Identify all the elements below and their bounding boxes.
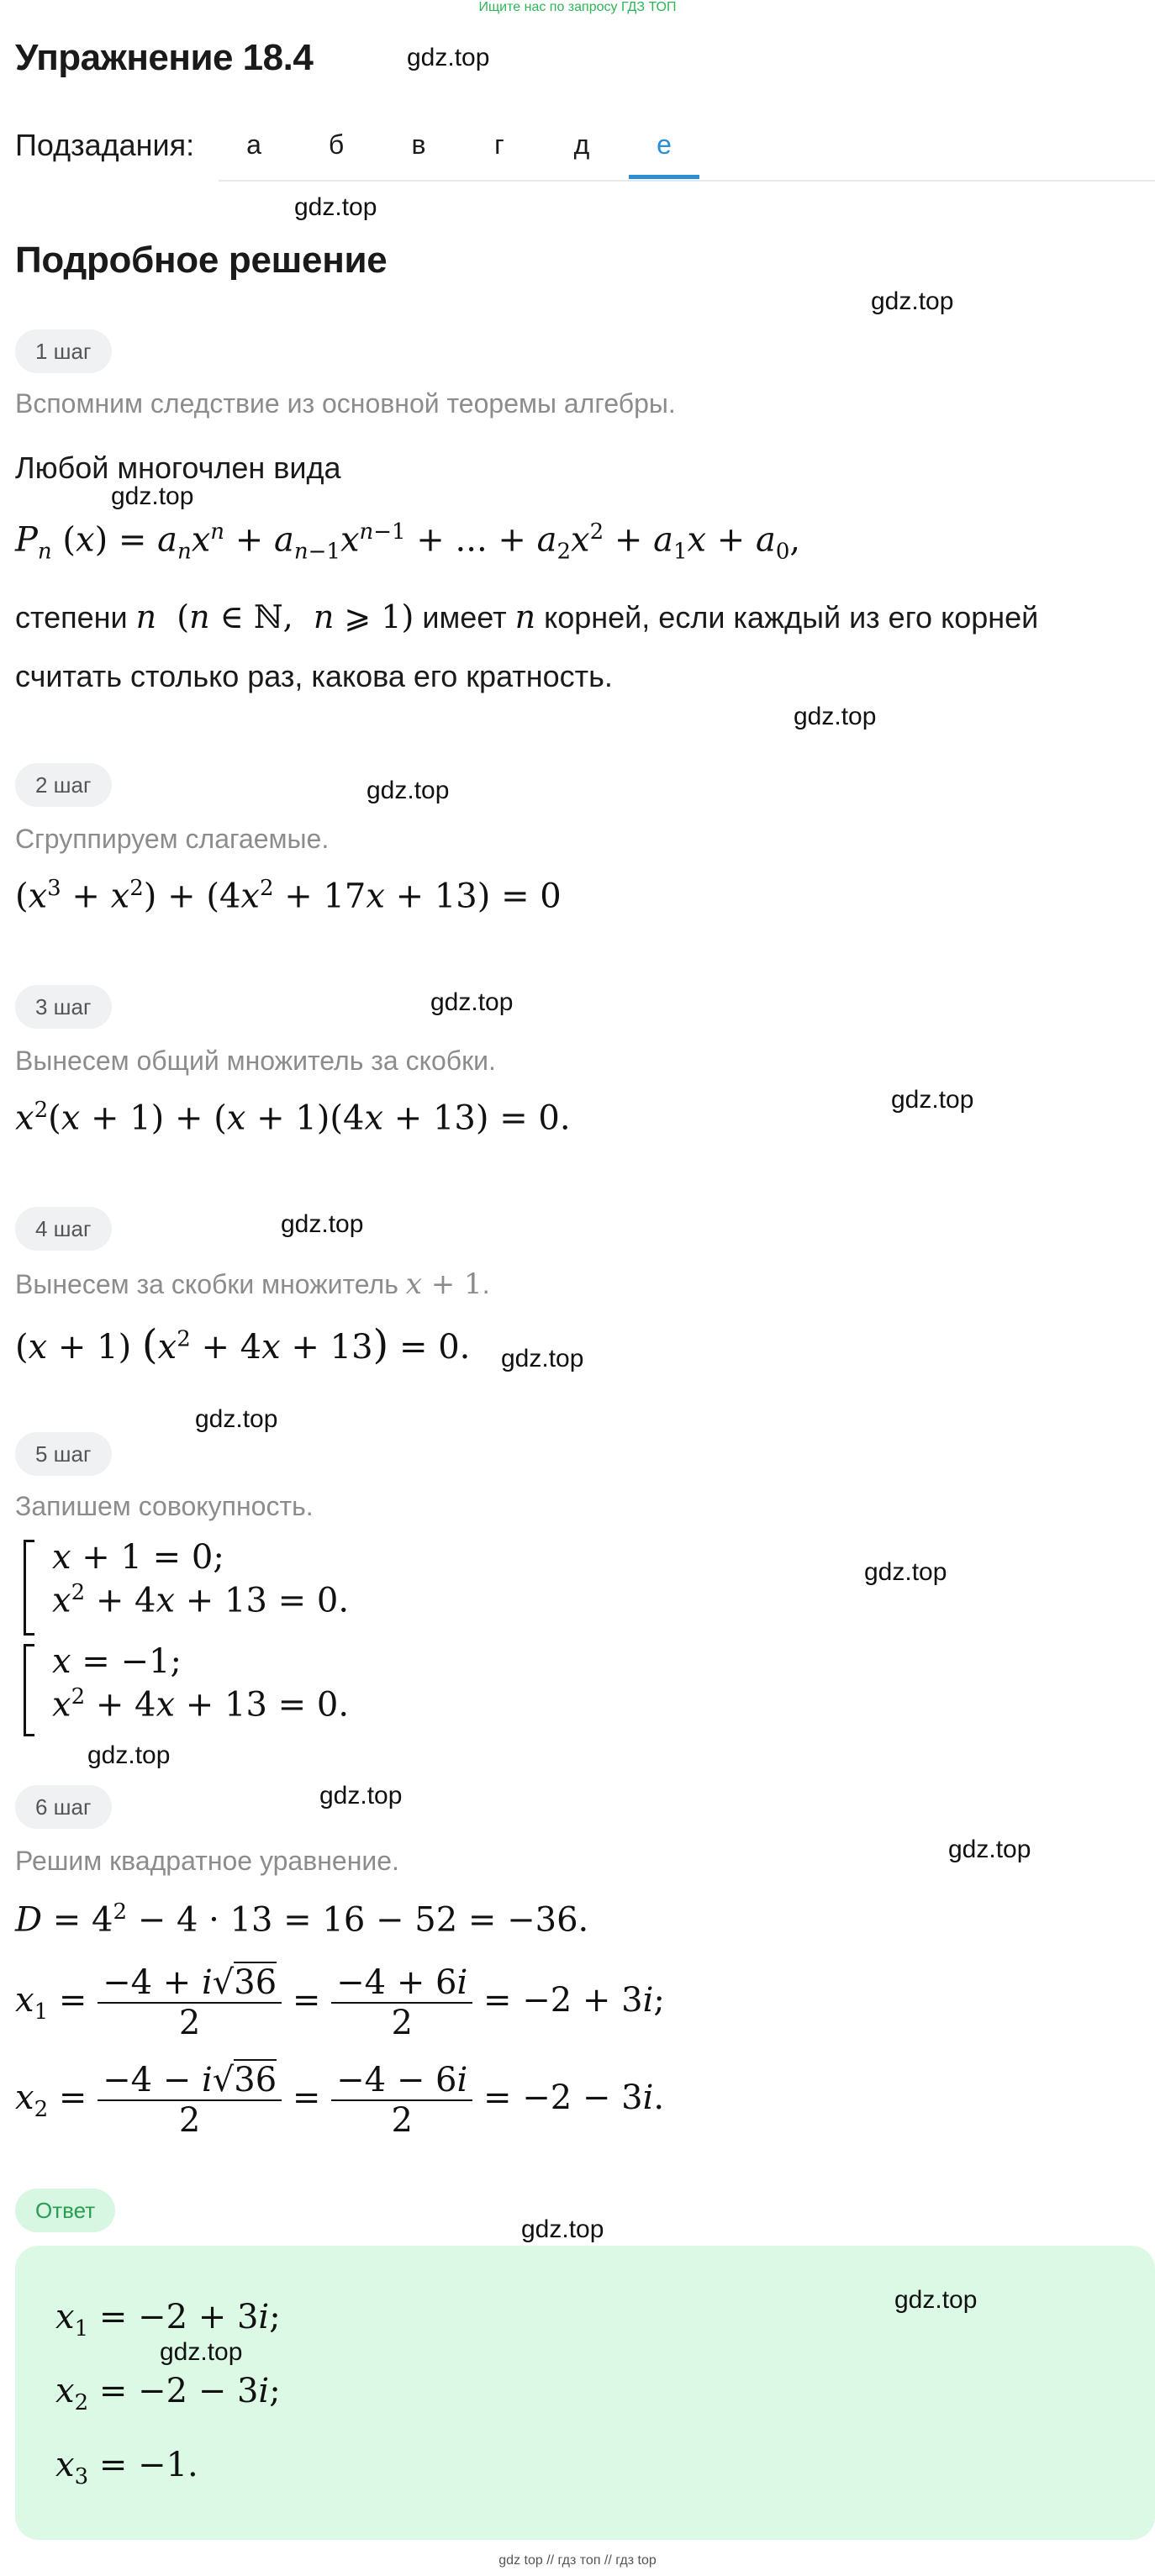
footer-links: gdz top // гдз топ // гдз top (498, 2553, 657, 2568)
watermark: gdz.top (195, 1405, 278, 1433)
watermark: gdz.top (948, 1836, 1031, 1863)
step-badge: 5 шаг (15, 1432, 112, 1476)
step-caption: Вспомним следствие из основной теоремы алгебры. (15, 388, 676, 419)
tab-g[interactable]: г (494, 129, 504, 160)
step-text: считать столько раз, какова его кратность. (15, 659, 613, 693)
watermark: gdz.top (367, 777, 450, 804)
step-badge: 3 шаг (15, 985, 112, 1029)
step-badge: 2 шаг (15, 763, 112, 807)
step-badge: 1 шаг (15, 329, 112, 373)
watermark: gdz.top (891, 1086, 974, 1114)
watermark: gdz.top (160, 2338, 243, 2366)
watermark: gdz.top (430, 988, 514, 1016)
tab-b[interactable]: б (328, 129, 345, 160)
common-factor-equation: (x + 1) $(x^2 + 4x + 13) = 0$. (15, 1321, 471, 1368)
tab-d[interactable]: д (573, 129, 590, 160)
watermark: gdz.top (87, 1741, 171, 1769)
watermark: gdz.top (294, 193, 377, 221)
answer-badge: Ответ (15, 2189, 115, 2232)
factored-equation: $x^2(x + 1) + (x + 1)(4x + 13) = 0$. (15, 1098, 571, 1138)
watermark: gdz.top (407, 44, 490, 71)
root-x2: $x_2$ = $\frac{-4 - i√36}{2}$ = $\frac{-4 - 6i}{2}$ = −2 − 3i. (15, 2061, 665, 2140)
system-eq-1: x + 1 = 0; (52, 1538, 224, 1577)
section-title: Подробное решение (15, 240, 388, 281)
watermark: gdz.top (281, 1210, 364, 1238)
watermark: gdz.top (501, 1345, 584, 1372)
watermark: gdz.top (894, 2286, 978, 2314)
system-bracket (24, 1540, 34, 1636)
active-tab-indicator (629, 175, 699, 179)
grouped-equation: $(x^3 + x^2) + (4x^2 + 17x + 13) = 0$ (15, 876, 562, 916)
subtask-tabs (219, 118, 1155, 182)
step-caption: Решим квадратное уравнение. (15, 1846, 399, 1876)
tab-a[interactable]: а (246, 129, 261, 160)
watermark: gdz.top (794, 703, 877, 730)
system-eq-2: $x^2 + 4x + 13 = 0$. (52, 1580, 350, 1620)
system-bracket (24, 1644, 34, 1736)
step-text-line: степени n (n ∈ ℕ, n ⩾ 1) имеет n корней, если каждый из его корней (15, 598, 1039, 635)
step-text: Любой многочлен вида (15, 450, 341, 485)
step-caption: Вынесем общий множитель за скобки. (15, 1046, 496, 1076)
page-title: Упражнение 18.4 (15, 37, 314, 78)
search-banner: Ищите нас по запросу ГДЗ ТОП (478, 0, 677, 14)
answer-x2: $x_2 = -2 - 3i$; (55, 2372, 281, 2415)
system-eq-4: $x^2 + 4x + 13 = 0$. (52, 1684, 350, 1725)
discriminant: $D = 4^2 - 4 \cdot 13 = 16 - 52 = -36$. (15, 1899, 589, 1940)
watermark: gdz.top (871, 287, 954, 315)
tab-v[interactable]: в (411, 129, 426, 160)
step-badge: 6 шаг (15, 1785, 112, 1829)
system-eq-3: x = −1; (52, 1642, 182, 1681)
answer-x1: $x_1 = -2 + 3i$; (55, 2298, 281, 2342)
step-badge: 4 шаг (15, 1207, 112, 1251)
tab-e[interactable]: е (657, 129, 672, 160)
watermark: gdz.top (521, 2215, 604, 2243)
step-caption: Сгруппируем слагаемые. (15, 824, 330, 854)
step-caption: Запишем совокупность. (15, 1491, 314, 1521)
watermark: gdz.top (319, 1782, 403, 1810)
watermark: gdz.top (864, 1558, 947, 1586)
step-caption: Вынесем за скобки множитель x + 1. (15, 1267, 490, 1301)
polynomial-formula: $P_n$ $(x) = a_nx^n + a_{n-1}x^{n-1}$ + ... + $a_2x^2 + a_1x + a_0$, (15, 519, 801, 565)
subtasks-label: Подзадания: (15, 128, 195, 162)
root-x1: $x_1$ = $\frac{-4 + i√36}{2}$ = $\frac{-4 + 6i}{2}$ = −2 + 3i; (15, 1963, 665, 2042)
watermark: gdz.top (111, 482, 194, 510)
answer-x3: $x_3 = -1$. (55, 2446, 198, 2489)
